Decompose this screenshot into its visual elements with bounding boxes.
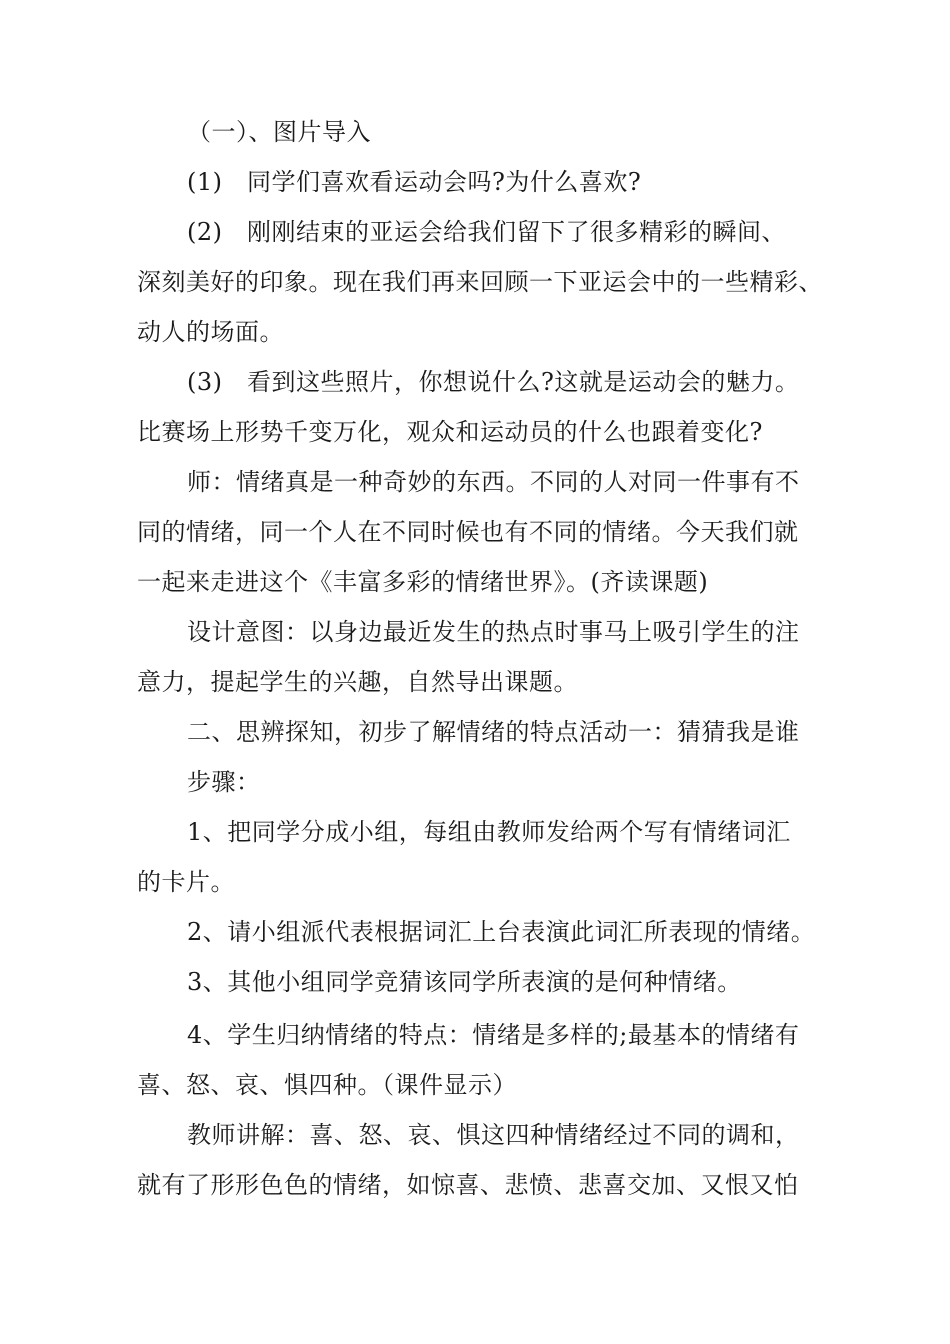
list-item: 喜、怒、哀、惧四种。（课件显示） bbox=[137, 1071, 517, 1099]
paragraph-line: 步骤： bbox=[187, 768, 261, 796]
list-item: 2、请小组派代表根据词汇上台表演此词汇所表现的情绪。 bbox=[187, 918, 816, 946]
paragraph-line: 一起来走进这个《丰富多彩的情绪世界》。(齐读课题) bbox=[137, 568, 709, 596]
section-heading: 二、思辨探知，初步了解情绪的特点活动一：猜猜我是谁 bbox=[187, 718, 800, 746]
section-heading: （一）、图片导入 bbox=[187, 118, 371, 146]
paragraph-line: (1) 同学们喜欢看运动会吗?为什么喜欢? bbox=[187, 168, 642, 196]
paragraph-line: 动人的场面。 bbox=[137, 318, 284, 346]
list-item: 1、把同学分成小组，每组由教师发给两个写有情绪词汇 bbox=[187, 818, 791, 846]
paragraph-line: 意力，提起学生的兴趣，自然导出课题。 bbox=[137, 668, 578, 696]
list-item: 3、其他小组同学竞猜该同学所表演的是何种情绪。 bbox=[187, 968, 742, 996]
list-item: 4、学生归纳情绪的特点：情绪是多样的;最基本的情绪有 bbox=[187, 1021, 800, 1049]
paragraph-line: 同的情绪，同一个人在不同时候也有不同的情绪。今天我们就 bbox=[137, 518, 799, 546]
paragraph-line: 就有了形形色色的情绪，如惊喜、悲愤、悲喜交加、又恨又怕 bbox=[137, 1171, 799, 1199]
list-item: 的卡片。 bbox=[137, 868, 235, 896]
paragraph-line: 深刻美好的印象。现在我们再来回顾一下亚运会中的一些精彩、 bbox=[137, 268, 823, 296]
paragraph-line: 师：情绪真是一种奇妙的东西。不同的人对同一件事有不 bbox=[187, 468, 800, 496]
paragraph-line: (3) 看到这些照片，你想说什么?这就是运动会的魅力。 bbox=[187, 368, 800, 396]
paragraph-line: 设计意图：以身边最近发生的热点时事马上吸引学生的注 bbox=[187, 618, 800, 646]
paragraph-line: 比赛场上形势千变万化，观众和运动员的什么也跟着变化? bbox=[137, 418, 763, 446]
paragraph-line: (2) 刚刚结束的亚运会给我们留下了很多精彩的瞬间、 bbox=[187, 218, 786, 246]
paragraph-line: 教师讲解：喜、怒、哀、惧这四种情绪经过不同的调和， bbox=[187, 1121, 800, 1149]
